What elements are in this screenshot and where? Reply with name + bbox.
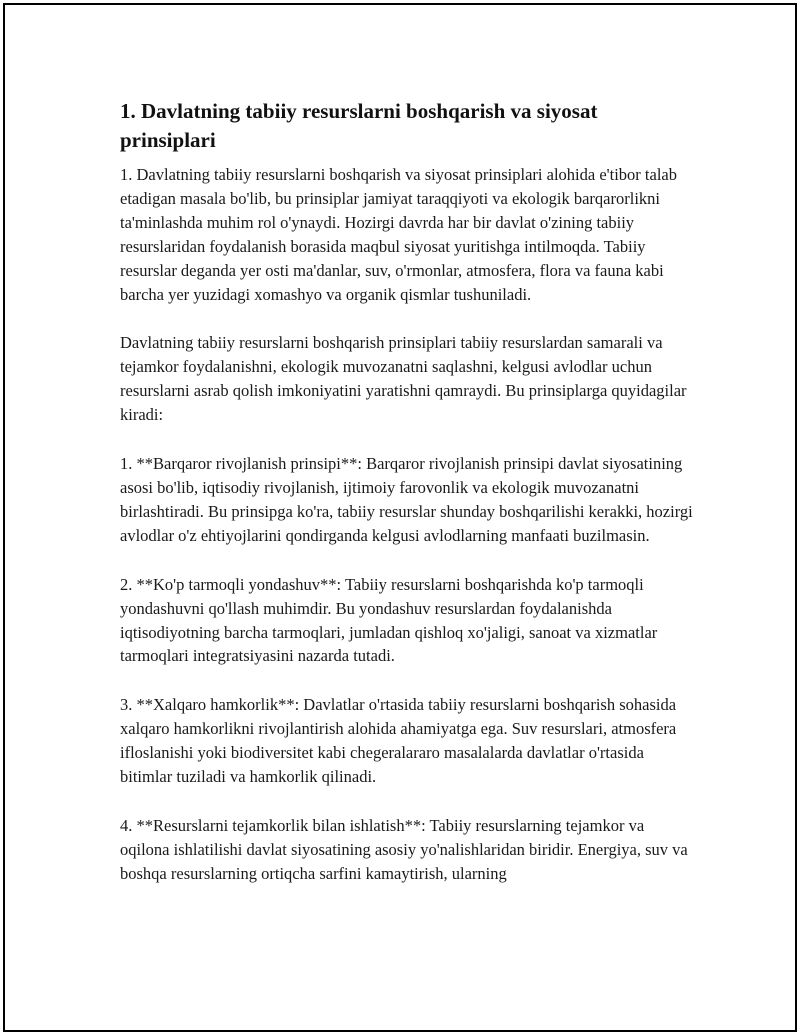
document-body	[120, 97, 695, 911]
paragraph-resource-efficiency: 4. **Resurslarni tejamkorlik bilan ishlatish**: Tabiiy resurslarning tejamkor va oqilona ishlatilishi davlat siyosatining asosiy yo'nalishlaridan biridir. Energiya, suv va boshqa resurslarning ortiqcha sarfini kamaytirish, ularning	[120, 815, 688, 883]
paragraph-principles-overview: Davlatning tabiiy resurslarni boshqarish prinsiplari tabiiy resurslardan samarali va tejamkor foydalanishni, ekologik muvozanatni saqlashni, kelgusi avlodlar uchun resurslarni asrab qolish imkoniyatini yaratishni qamraydi. Bu prinsiplarga quyidagilar kiradi:	[120, 333, 687, 425]
paragraph-sustainable-development: 1. **Barqaror rivojlanish prinsipi**: Barqaror rivojlanish prinsipi davlat siyosatining asosi bo'lib, iqtisodiy rivojlanish, ijtimoiy farovonlik va ekologik muvozanatni birlashtiradi. Bu prinsipga ko'ra, tabiiy resurslar shunday boshqarilishi kerakki, hozirgi avlodlar o'z ehtiyojlarini qondirganda kelgusi avlodlarning manfaati buzilmasin.	[120, 454, 693, 545]
paragraph-multisector-approach: 2. **Ko'p tarmoqli yondashuv**: Tabiiy resurslarni boshqarishda ko'p tarmoqli yondashuvni qo'llash muhimdir. Bu yondashuv resurslardan foydalanishda iqtisodiyotning barcha tarmoqlari, jumladan qishloq xo'jaligi, sanoat va xizmatlar tarmoqlari integratsiyasini nazarda tutadi.	[120, 574, 658, 666]
document-heading: 1. Davlatning tabiiy resurslarni boshqarish va siyosat prinsiplari	[120, 99, 598, 152]
paragraph-intro: 1. Davlatning tabiiy resurslarni boshqarish va siyosat prinsiplari alohida e'tibor talab etadigan masala bo'lib, bu prinsiplar jamiyat taraqqiyoti va ekologik barqarorlikni ta'minlashda muhim rol o'ynaydi. Hozirgi davrda har bir davlat o'zining tabiiy resurslaridan foydalanish borasida maqbul siyosat yuritishga intilmoqda. Tabiiy resurslar deganda yer osti ma'danlar, suv, o'rmonlar, atmosfera, flora va fauna kabi barcha yer yuzidagi xomashyo va organik qismlar tushuniladi.	[120, 165, 677, 304]
paragraph-international-cooperation: 3. **Xalqaro hamkorlik**: Davlatlar o'rtasida tabiiy resurslarni boshqarish sohasida xalqaro hamkorlikni rivojlantirish alohida ahamiyatga ega. Suv resurslari, atmosfera ifloslanishi yoki biodiversitet kabi chegeralararo masalalarda davlatlar o'rtasida bitimlar tuziladi va hamkorlik qilinadi.	[120, 695, 677, 787]
page-frame	[3, 3, 797, 1032]
